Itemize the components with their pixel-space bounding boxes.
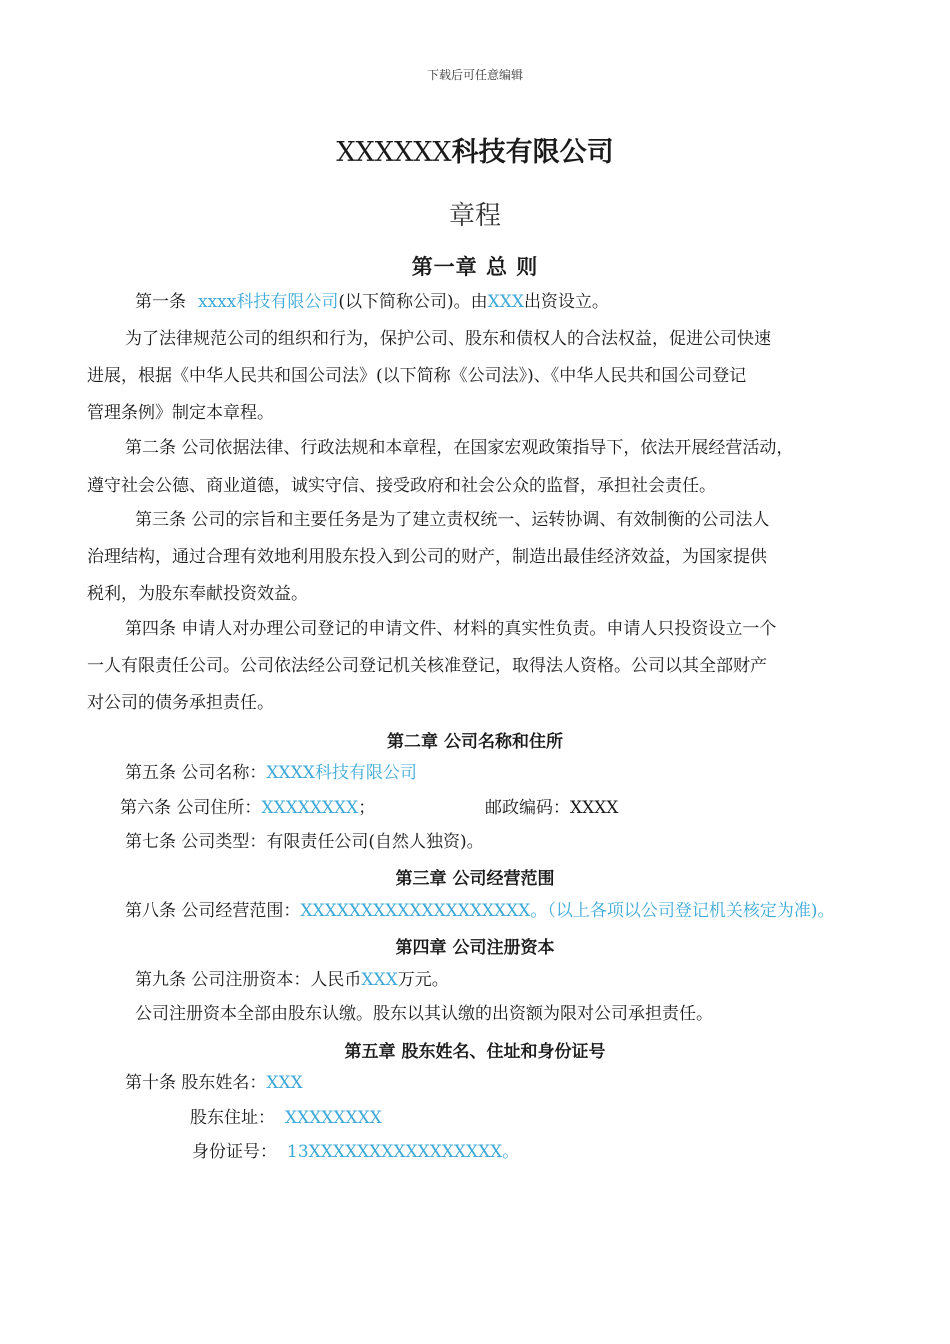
purpose-line-3: 管理条例》制定本章程。 xyxy=(87,403,274,423)
registered-capital-value: XXX xyxy=(361,970,398,990)
article-10 xyxy=(125,1071,303,1095)
document-title: 章程 xyxy=(448,201,501,231)
article-6-label: 第六条 公司住所： xyxy=(120,798,262,818)
article-1-company: xxxx科技有限公司 xyxy=(198,292,339,312)
chapter-1-heading: 第一章 总 则 xyxy=(411,255,539,279)
shareholder-id-label: 身份证号： xyxy=(192,1142,277,1162)
article-9-note: 公司注册资本全部由股东认缴。股东以其认缴的出资额为限对公司承担责任。 xyxy=(135,1004,713,1024)
company-name-value: XXXX科技有限公司 xyxy=(266,763,417,783)
article-8 xyxy=(125,899,835,923)
company-title-suffix: 科技有限公司 xyxy=(451,137,614,168)
purpose-line-2: 进展，根据《中华人民共和国公司法》(以下简称《公司法》)、《中华人民共和国公司登记 xyxy=(87,366,747,386)
shareholder-name-label: 第十条 股东姓名： xyxy=(125,1073,267,1093)
postal-code xyxy=(485,796,618,820)
article-1-end: 出资设立。 xyxy=(523,292,609,312)
article-4-line-1: 第四条 申请人对办理公司登记的申请文件、材料的真实性负责。申请人只投资设立一个 xyxy=(125,619,777,639)
article-2-line-1: 第二条 公司依据法律、行政法规和本章程，在国家宏观政策指导下，依法开展经营活动， xyxy=(125,438,794,458)
chapter-2-heading: 第二章 公司名称和住所 xyxy=(387,732,563,752)
article-9 xyxy=(135,968,449,992)
postal-code-label: 邮政编码： xyxy=(485,798,570,818)
shareholder-id-value: 13XXXXXXXXXXXXXXXX。 xyxy=(287,1142,520,1162)
shareholder-address-label: 股东住址： xyxy=(190,1108,275,1128)
article-4-line-2: 一人有限责任公司。公司依法经公司登记机关核准登记，取得法人资格。公司以其全部财产 xyxy=(87,656,767,676)
shareholder-address xyxy=(190,1106,382,1130)
chapter-5-heading: 第五章 股东姓名、住址和身份证号 xyxy=(344,1042,606,1062)
article-9-end: 万元。 xyxy=(397,970,449,990)
company-title-prefix: XXXXXX xyxy=(336,137,452,168)
article-9-label: 第九条 公司注册资本：人民币 xyxy=(135,970,362,990)
article-2-line-2: 遵守社会公德、商业道德，诚实守信、接受政府和社会公众的监督，承担社会责任。 xyxy=(87,476,716,496)
article-6-sep: ； xyxy=(358,798,376,818)
article-1 xyxy=(135,290,609,314)
article-7: 第七条 公司类型：有限责任公司(自然人独资)。 xyxy=(125,832,484,852)
article-1-mid: (以下简称公司)。由 xyxy=(338,292,488,312)
article-4-line-3: 对公司的债务承担责任。 xyxy=(87,693,274,713)
article-3-line-1: 第三条 公司的宗旨和主要任务是为了建立责权统一、运转协调、有效制衡的公司法人 xyxy=(135,510,770,530)
article-3-line-3: 税利，为股东奉献投资效益。 xyxy=(87,584,308,604)
article-1-investor: XXX xyxy=(487,292,524,312)
company-title xyxy=(0,130,950,169)
article-5-label: 第五条 公司名称： xyxy=(125,763,267,783)
company-address-value: XXXXXXXX xyxy=(261,798,359,818)
article-5 xyxy=(125,761,417,785)
header-note: 下载后可任意编辑 xyxy=(426,68,523,82)
article-8-label: 第八条 公司经营范围： xyxy=(125,901,301,921)
shareholder-address-value: XXXXXXXX xyxy=(285,1108,382,1128)
postal-code-value: XXXX xyxy=(570,798,619,818)
chapter-3-heading: 第三章 公司经营范围 xyxy=(395,869,555,889)
shareholder-id xyxy=(192,1140,519,1164)
purpose-line-1: 为了法律规范公司的组织和行为，保护公司、股东和债权人的合法权益，促进公司快速 xyxy=(125,329,771,349)
shareholder-name-value: XXX xyxy=(266,1073,303,1093)
chapter-4-heading: 第四章 公司注册资本 xyxy=(395,938,555,958)
article-3-line-2: 治理结构，通过合理有效地利用股东投入到公司的财产，制造出最佳经济效益，为国家提供 xyxy=(87,547,767,567)
article-6 xyxy=(120,796,375,820)
business-scope-value: XXXXXXXXXXXXXXXXXXX。（以上各项以公司登记机关核定为准)。 xyxy=(300,901,835,921)
article-1-label: 第一条 xyxy=(135,292,186,312)
